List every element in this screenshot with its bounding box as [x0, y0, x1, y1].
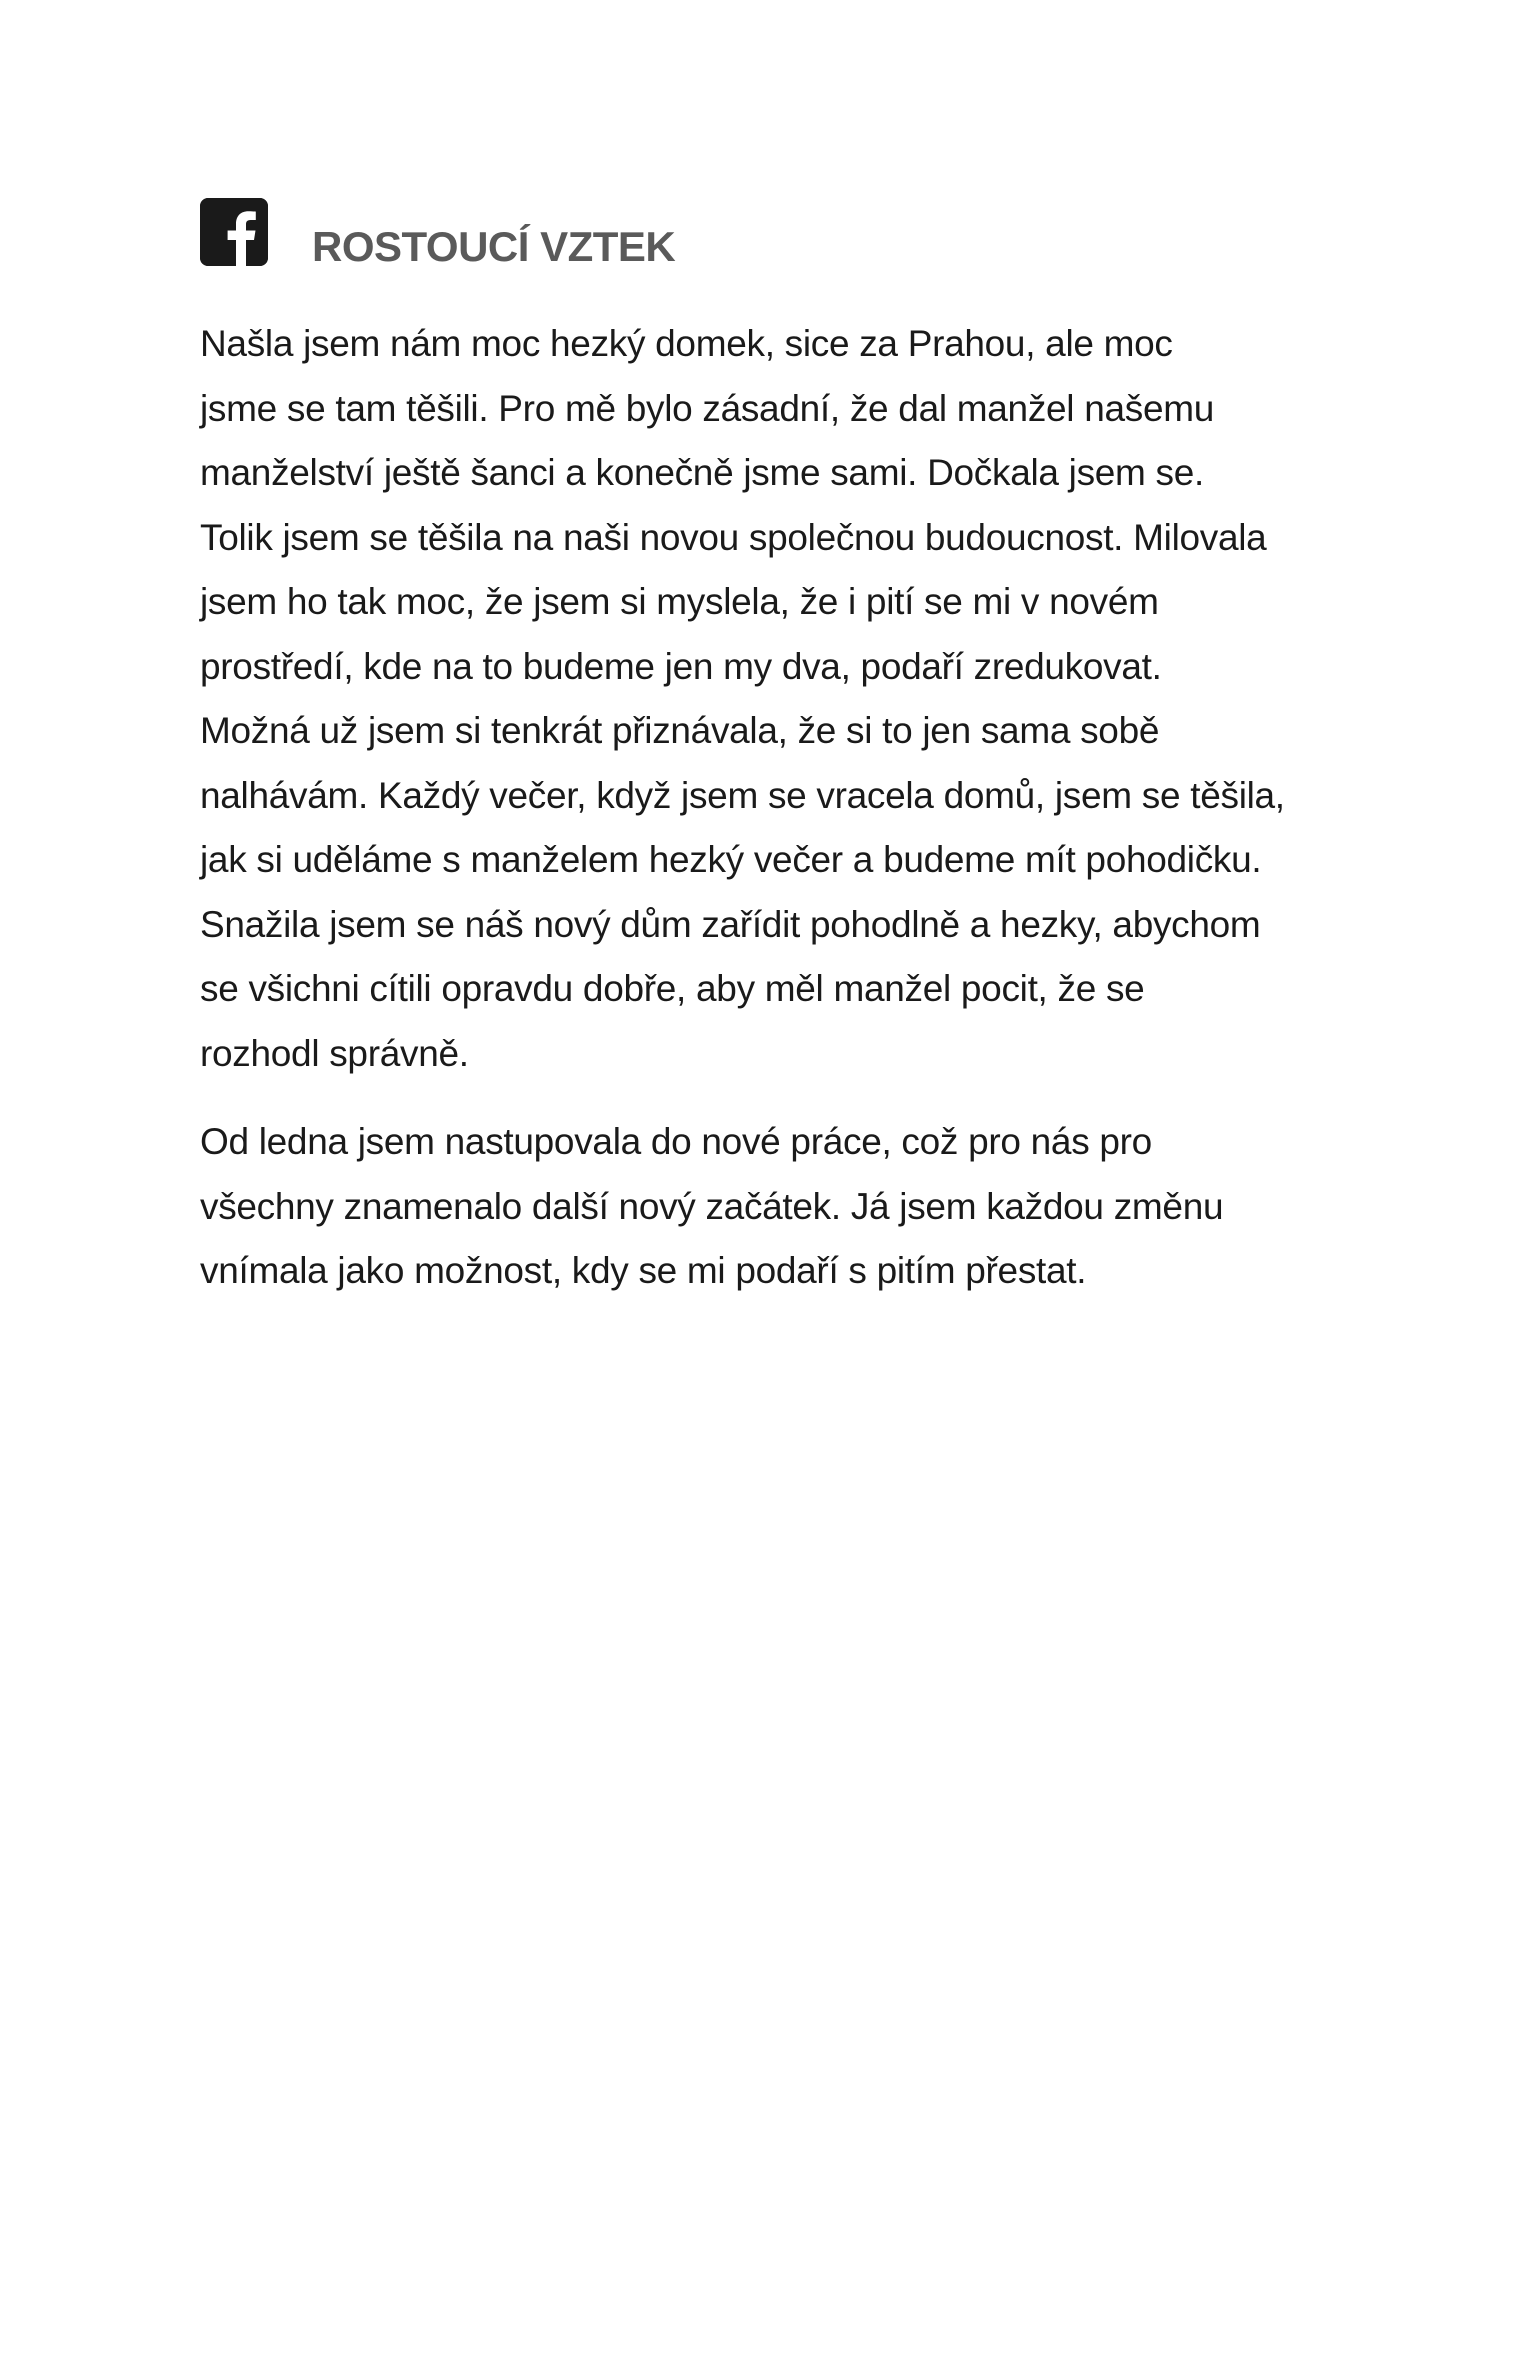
text-line: manželství ještě šanci a konečně jsme sami. Dočkala jsem se. — [200, 452, 1205, 493]
text-line: se všichni cítili opravdu dobře, aby měl manžel pocit, že se — [200, 968, 1145, 1009]
text-line: Možná už jsem si tenkrát přiznávala, že si to jen sama sobě — [200, 710, 1160, 751]
text-line: prostředí, kde na to budeme jen my dva, podaří zredukovat. — [200, 645, 1162, 687]
text-line: jak si uděláme s manželem hezký večer a budeme mít pohodičku. — [200, 839, 1262, 880]
text-line: Snažila jsem se náš nový dům zařídit pohodlně a hezky, abychom — [200, 903, 1261, 945]
paragraph-spacer — [200, 1086, 1360, 1110]
text-line: nalhávám. Každý večer, když jsem se vracela domů, jsem se těšila, — [200, 774, 1285, 816]
text-line: vnímala jako možnost, kdy se mi podaří s pitím přestat. — [200, 1250, 1087, 1291]
text-line: jsem ho tak moc, že jsem si myslela, že i pití se mi v novém — [200, 581, 1159, 622]
body-text — [200, 312, 1360, 1304]
section-title: ROSTOUCÍ VZTEK — [312, 223, 676, 270]
text-line: Tolik jsem se těšila na naši novou společnou budoucnost. Milovala — [200, 516, 1267, 558]
text-line: Od ledna jsem nastupovala do nové práce, což pro nás pro — [200, 1121, 1152, 1162]
paragraph-1 — [200, 312, 1360, 1086]
text-line: všechny znamenalo další nový začátek. Já jsem každou změnu — [200, 1185, 1224, 1227]
section-header — [200, 198, 1340, 278]
text-line: jsme se tam těšili. Pro mě bylo zásadní, že dal manžel našemu — [200, 387, 1215, 429]
paragraph-2 — [200, 1110, 1360, 1304]
facebook-icon — [200, 198, 268, 266]
text-line: Našla jsem nám moc hezký domek, sice za Prahou, ale moc — [200, 323, 1173, 364]
text-line: rozhodl správně. — [200, 1032, 469, 1074]
